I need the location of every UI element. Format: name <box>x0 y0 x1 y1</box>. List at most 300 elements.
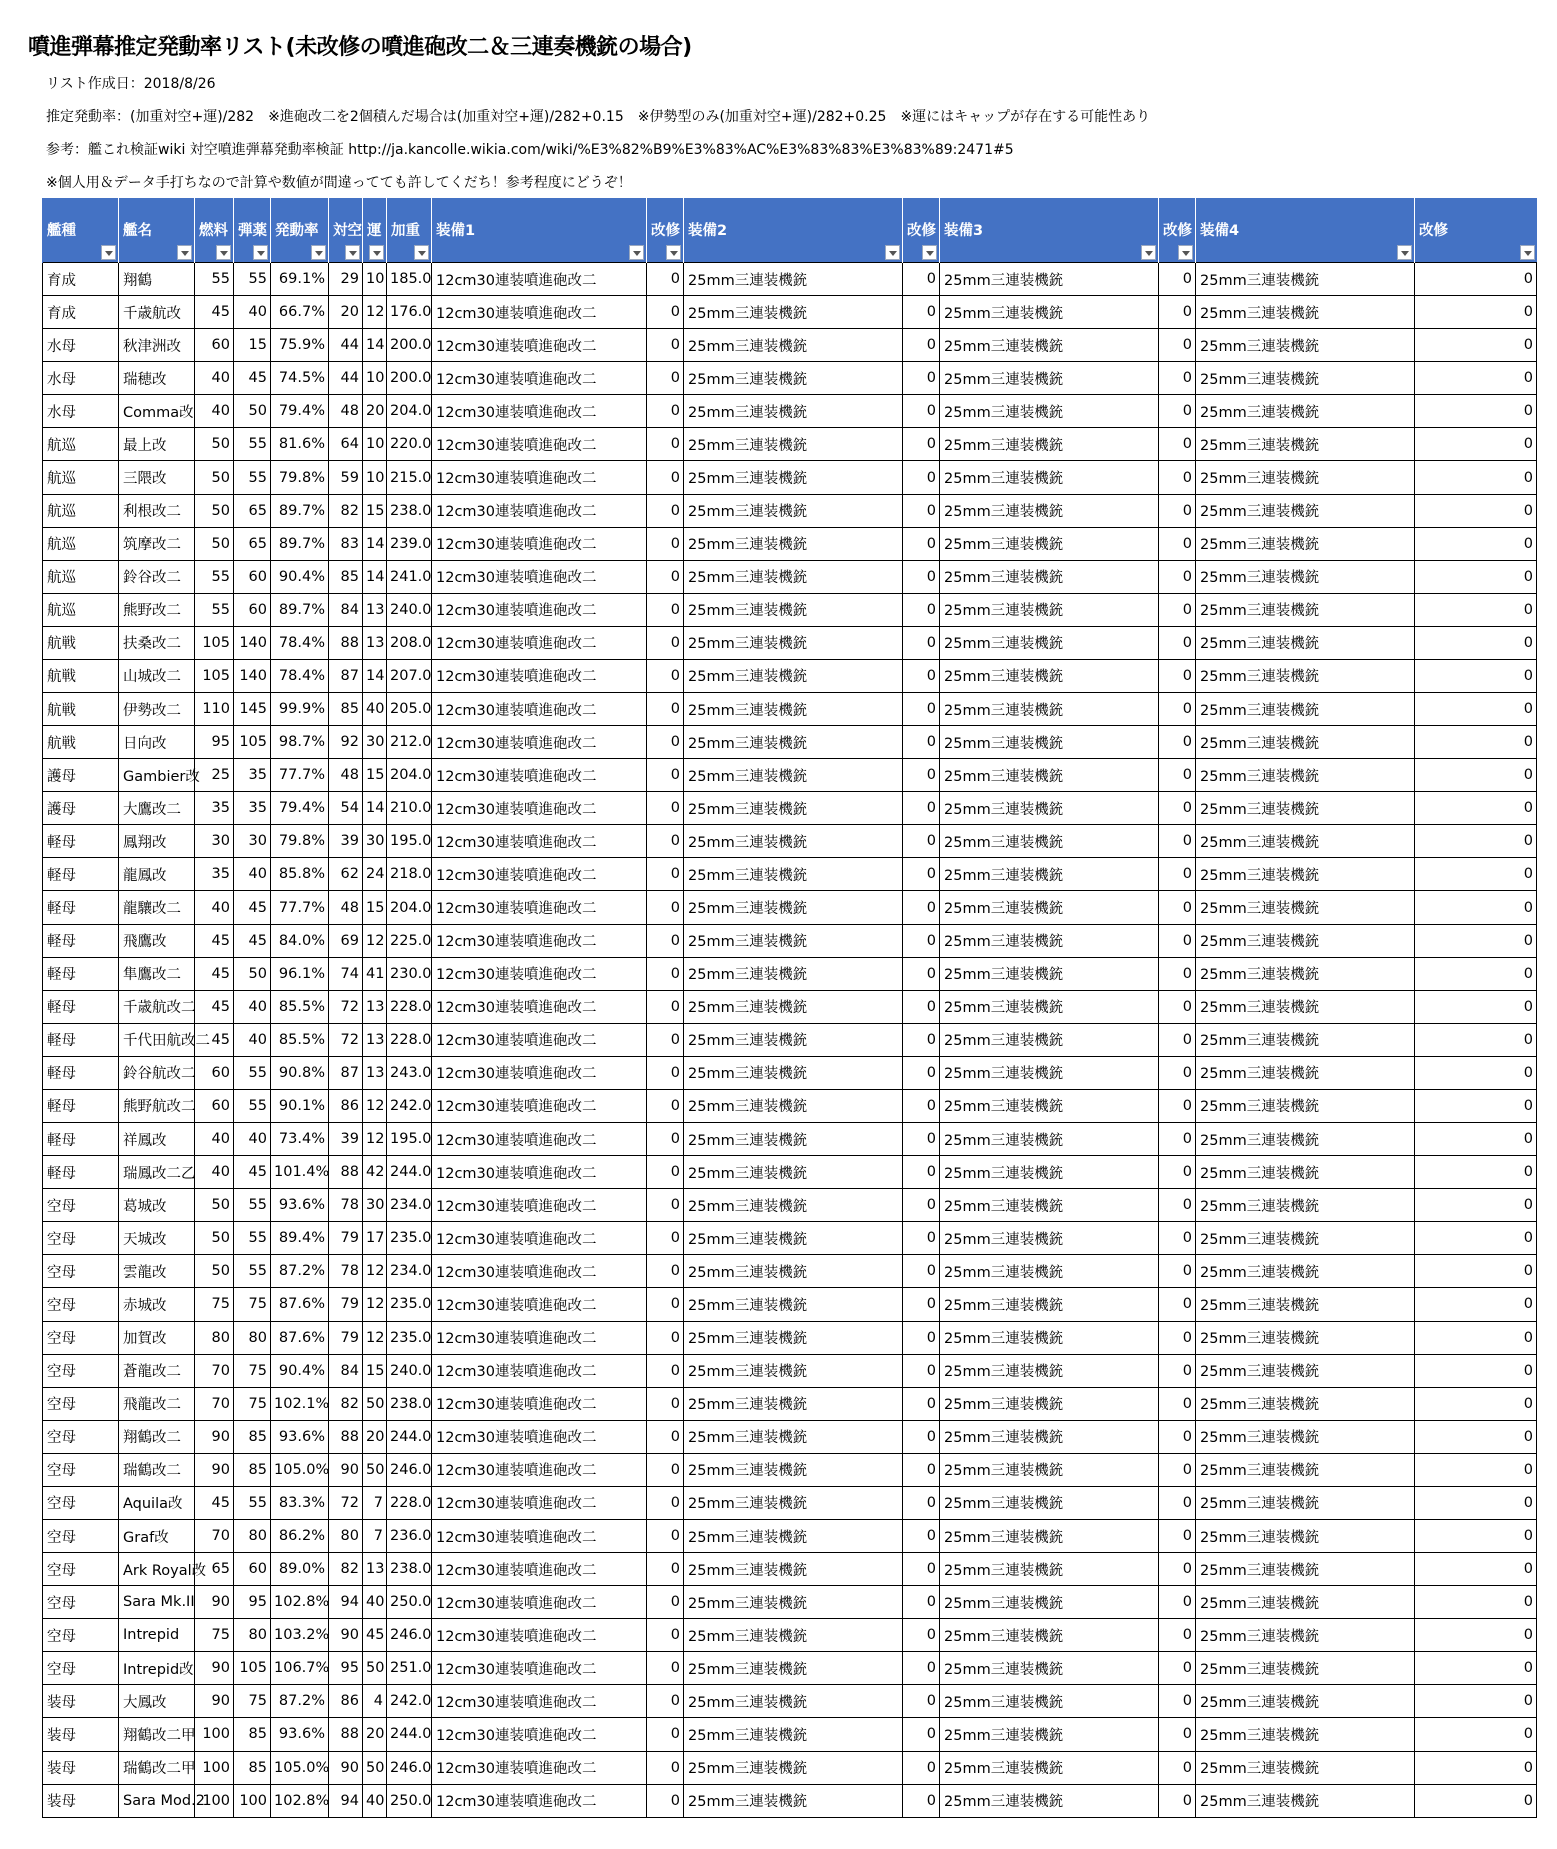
table-cell[interactable]: 瑞鳳改二乙 <box>119 1156 195 1189</box>
table-cell[interactable]: 護母 <box>43 759 119 792</box>
table-cell[interactable]: 12cm30連装噴進砲改二 <box>432 461 647 494</box>
table-cell[interactable]: 0 <box>1415 1519 1537 1552</box>
table-cell[interactable]: 84.0% <box>271 924 329 957</box>
table-cell[interactable]: 69 <box>329 924 363 957</box>
table-cell[interactable]: 195.0 <box>387 1123 432 1156</box>
table-cell[interactable]: 25mm三連装機銃 <box>1196 626 1415 659</box>
table-cell[interactable]: 40 <box>195 362 234 395</box>
table-cell[interactable]: Gambier改 <box>119 759 195 792</box>
table-cell[interactable]: 15 <box>363 494 387 527</box>
table-cell[interactable]: 0 <box>1415 1420 1537 1453</box>
table-cell[interactable]: 12cm30連装噴進砲改二 <box>432 891 647 924</box>
table-cell[interactable]: 0 <box>903 461 940 494</box>
table-cell[interactable]: 239.0 <box>387 527 432 560</box>
filter-dropdown-icon[interactable] <box>345 245 360 260</box>
table-cell[interactable]: 25mm三連装機銃 <box>1196 428 1415 461</box>
column-header-15[interactable] <box>1415 198 1537 263</box>
table-cell[interactable]: 軽母 <box>43 891 119 924</box>
column-header-10[interactable] <box>684 198 903 263</box>
table-cell[interactable]: 75 <box>234 1685 271 1718</box>
table-cell[interactable]: 90 <box>329 1751 363 1784</box>
table-cell[interactable]: 195.0 <box>387 825 432 858</box>
table-cell[interactable]: 12cm30連装噴進砲改二 <box>432 593 647 626</box>
table-cell[interactable]: 25mm三連装機銃 <box>684 1288 903 1321</box>
table-cell[interactable]: 0 <box>647 428 684 461</box>
table-cell[interactable]: 三隈改 <box>119 461 195 494</box>
table-cell[interactable]: 0 <box>1415 759 1537 792</box>
table-cell[interactable]: 80 <box>234 1619 271 1652</box>
table-cell[interactable]: 25mm三連装機銃 <box>1196 1222 1415 1255</box>
table-cell[interactable]: 20 <box>329 296 363 329</box>
table-cell[interactable]: 0 <box>1415 593 1537 626</box>
table-cell[interactable]: 25mm三連装機銃 <box>684 428 903 461</box>
table-cell[interactable]: 0 <box>647 1519 684 1552</box>
table-cell[interactable]: 12cm30連装噴進砲改二 <box>432 1387 647 1420</box>
table-cell[interactable]: 79.4% <box>271 395 329 428</box>
table-cell[interactable]: 25mm三連装機銃 <box>1196 1486 1415 1519</box>
table-cell[interactable]: 0 <box>1415 560 1537 593</box>
table-cell[interactable]: 25mm三連装機銃 <box>1196 296 1415 329</box>
table-cell[interactable]: 0 <box>647 1619 684 1652</box>
table-cell[interactable]: 101.4% <box>271 1156 329 1189</box>
table-cell[interactable]: 80 <box>234 1321 271 1354</box>
table-cell[interactable]: 85.8% <box>271 858 329 891</box>
table-cell[interactable]: 90 <box>195 1685 234 1718</box>
table-cell[interactable]: 89.7% <box>271 494 329 527</box>
table-cell[interactable]: 110 <box>195 693 234 726</box>
table-cell[interactable]: 90 <box>329 1453 363 1486</box>
table-cell[interactable]: 0 <box>903 494 940 527</box>
table-cell[interactable]: 25mm三連装機銃 <box>940 1553 1159 1586</box>
table-cell[interactable]: 0 <box>1159 593 1196 626</box>
table-cell[interactable]: 0 <box>1415 1089 1537 1122</box>
table-cell[interactable]: 伊勢改二 <box>119 693 195 726</box>
table-cell[interactable]: 25mm三連装機銃 <box>1196 1652 1415 1685</box>
table-cell[interactable]: 25mm三連装機銃 <box>684 593 903 626</box>
table-cell[interactable]: 25mm三連装機銃 <box>940 593 1159 626</box>
table-cell[interactable]: 龍鳳改 <box>119 858 195 891</box>
table-cell[interactable]: 25mm三連装機銃 <box>940 825 1159 858</box>
table-cell[interactable]: 12cm30連装噴進砲改二 <box>432 1652 647 1685</box>
table-cell[interactable]: 99.9% <box>271 693 329 726</box>
table-cell[interactable]: 0 <box>647 792 684 825</box>
table-cell[interactable]: 42 <box>363 1156 387 1189</box>
table-cell[interactable]: 0 <box>1159 1685 1196 1718</box>
table-cell[interactable]: 0 <box>647 1321 684 1354</box>
table-cell[interactable]: 105 <box>234 726 271 759</box>
table-cell[interactable]: 95 <box>234 1586 271 1619</box>
table-cell[interactable]: 0 <box>903 1586 940 1619</box>
table-cell[interactable]: 天城改 <box>119 1222 195 1255</box>
table-cell[interactable]: 0 <box>1415 1189 1537 1222</box>
table-cell[interactable]: 87.6% <box>271 1321 329 1354</box>
table-cell[interactable]: 0 <box>647 1056 684 1089</box>
table-cell[interactable]: 35 <box>234 792 271 825</box>
table-cell[interactable]: 55 <box>195 560 234 593</box>
table-cell[interactable]: 0 <box>903 726 940 759</box>
table-cell[interactable]: 93.6% <box>271 1420 329 1453</box>
table-cell[interactable]: 60 <box>234 1553 271 1586</box>
table-cell[interactable]: 55 <box>234 428 271 461</box>
table-cell[interactable]: 0 <box>1415 1255 1537 1288</box>
table-cell[interactable]: 瑞鶴改二甲 <box>119 1751 195 1784</box>
table-cell[interactable]: 25mm三連装機銃 <box>940 395 1159 428</box>
table-cell[interactable]: 25mm三連装機銃 <box>684 1718 903 1751</box>
table-cell[interactable]: 0 <box>647 461 684 494</box>
table-cell[interactable]: 12cm30連装噴進砲改二 <box>432 693 647 726</box>
table-cell[interactable]: 40 <box>234 1023 271 1056</box>
table-cell[interactable]: 0 <box>1159 263 1196 296</box>
table-cell[interactable]: 軽母 <box>43 1056 119 1089</box>
table-cell[interactable]: 41 <box>363 957 387 990</box>
table-cell[interactable]: 84 <box>329 1354 363 1387</box>
table-cell[interactable]: 0 <box>647 659 684 692</box>
table-cell[interactable]: 鈴谷航改二 <box>119 1056 195 1089</box>
table-cell[interactable]: 25mm三連装機銃 <box>684 1321 903 1354</box>
table-cell[interactable]: 13 <box>363 593 387 626</box>
table-cell[interactable]: 25mm三連装機銃 <box>684 1255 903 1288</box>
table-cell[interactable]: 55 <box>234 263 271 296</box>
table-cell[interactable]: 0 <box>1159 1619 1196 1652</box>
table-cell[interactable]: 12cm30連装噴進砲改二 <box>432 1784 647 1817</box>
table-cell[interactable]: 244.0 <box>387 1420 432 1453</box>
table-cell[interactable]: 85.5% <box>271 1023 329 1056</box>
table-cell[interactable]: 瑞鶴改二 <box>119 1453 195 1486</box>
table-cell[interactable]: 0 <box>647 1123 684 1156</box>
table-cell[interactable]: 0 <box>647 1288 684 1321</box>
table-cell[interactable]: 75 <box>195 1619 234 1652</box>
table-cell[interactable]: 0 <box>903 395 940 428</box>
table-cell[interactable]: 176.0 <box>387 296 432 329</box>
table-cell[interactable]: 12cm30連装噴進砲改二 <box>432 1586 647 1619</box>
table-cell[interactable]: 0 <box>1415 494 1537 527</box>
table-cell[interactable]: 241.0 <box>387 560 432 593</box>
table-cell[interactable]: 0 <box>1159 1156 1196 1189</box>
table-cell[interactable]: 45 <box>234 924 271 957</box>
filter-dropdown-icon[interactable] <box>101 245 116 260</box>
table-cell[interactable]: 25mm三連装機銃 <box>684 1189 903 1222</box>
table-cell[interactable]: 空母 <box>43 1189 119 1222</box>
table-cell[interactable]: 空母 <box>43 1652 119 1685</box>
table-cell[interactable]: Intrepid改 <box>119 1652 195 1685</box>
table-cell[interactable]: 0 <box>1159 1321 1196 1354</box>
table-cell[interactable]: 244.0 <box>387 1718 432 1751</box>
table-cell[interactable]: 25mm三連装機銃 <box>940 494 1159 527</box>
table-cell[interactable]: 50 <box>195 1189 234 1222</box>
table-cell[interactable]: 12cm30連装噴進砲改二 <box>432 858 647 891</box>
table-cell[interactable]: 235.0 <box>387 1222 432 1255</box>
table-cell[interactable]: 装母 <box>43 1718 119 1751</box>
table-cell[interactable]: 軽母 <box>43 1023 119 1056</box>
filter-dropdown-icon[interactable] <box>922 245 937 260</box>
table-cell[interactable]: 235.0 <box>387 1288 432 1321</box>
table-cell[interactable]: 242.0 <box>387 1685 432 1718</box>
table-cell[interactable]: 100 <box>195 1718 234 1751</box>
table-cell[interactable]: 0 <box>903 1189 940 1222</box>
table-cell[interactable]: 熊野航改二 <box>119 1089 195 1122</box>
table-cell[interactable]: 88 <box>329 1718 363 1751</box>
table-cell[interactable]: 25mm三連装機銃 <box>1196 891 1415 924</box>
table-cell[interactable]: 250.0 <box>387 1784 432 1817</box>
table-cell[interactable]: 0 <box>1415 1718 1537 1751</box>
table-cell[interactable]: 0 <box>647 296 684 329</box>
table-cell[interactable]: 25mm三連装機銃 <box>684 1784 903 1817</box>
table-cell[interactable]: 228.0 <box>387 990 432 1023</box>
table-cell[interactable]: 空母 <box>43 1519 119 1552</box>
table-cell[interactable]: 0 <box>647 858 684 891</box>
table-cell[interactable]: 0 <box>1159 1056 1196 1089</box>
table-cell[interactable]: 25mm三連装機銃 <box>1196 726 1415 759</box>
table-cell[interactable]: 0 <box>647 1156 684 1189</box>
table-cell[interactable]: 25mm三連装機銃 <box>684 1586 903 1619</box>
table-cell[interactable]: 0 <box>647 825 684 858</box>
table-cell[interactable]: 39 <box>329 825 363 858</box>
table-cell[interactable]: 207.0 <box>387 659 432 692</box>
table-cell[interactable]: 0 <box>1415 1288 1537 1321</box>
table-cell[interactable]: 86 <box>329 1089 363 1122</box>
table-cell[interactable]: 0 <box>903 1056 940 1089</box>
table-cell[interactable]: 0 <box>1415 1354 1537 1387</box>
table-cell[interactable]: 25mm三連装機銃 <box>1196 1089 1415 1122</box>
table-cell[interactable]: 35 <box>234 759 271 792</box>
table-cell[interactable]: 0 <box>1159 1222 1196 1255</box>
table-cell[interactable]: 25mm三連装機銃 <box>1196 1189 1415 1222</box>
table-cell[interactable]: 60 <box>234 593 271 626</box>
table-cell[interactable]: 100 <box>195 1751 234 1784</box>
table-cell[interactable]: 0 <box>647 891 684 924</box>
table-cell[interactable]: 0 <box>903 1387 940 1420</box>
table-cell[interactable]: 航巡 <box>43 461 119 494</box>
table-cell[interactable]: 0 <box>903 1519 940 1552</box>
table-cell[interactable]: 0 <box>1159 494 1196 527</box>
table-cell[interactable]: 90 <box>195 1586 234 1619</box>
table-cell[interactable]: 25mm三連装機銃 <box>940 1354 1159 1387</box>
table-cell[interactable]: 44 <box>329 362 363 395</box>
table-cell[interactable]: 25mm三連装機銃 <box>940 1123 1159 1156</box>
table-cell[interactable]: 25mm三連装機銃 <box>1196 1156 1415 1189</box>
table-cell[interactable]: 95 <box>195 726 234 759</box>
table-cell[interactable]: 0 <box>903 1718 940 1751</box>
table-cell[interactable]: 50 <box>363 1453 387 1486</box>
table-cell[interactable]: 12cm30連装噴進砲改二 <box>432 296 647 329</box>
table-cell[interactable]: 85 <box>234 1718 271 1751</box>
table-cell[interactable]: 0 <box>903 1553 940 1586</box>
table-cell[interactable]: 85.5% <box>271 990 329 1023</box>
table-cell[interactable]: 0 <box>1415 990 1537 1023</box>
table-cell[interactable]: 140 <box>234 626 271 659</box>
table-cell[interactable]: 0 <box>903 792 940 825</box>
table-cell[interactable]: 0 <box>1159 1420 1196 1453</box>
table-cell[interactable]: 14 <box>363 560 387 593</box>
table-cell[interactable]: 88 <box>329 1420 363 1453</box>
table-cell[interactable]: 0 <box>1159 1354 1196 1387</box>
table-cell[interactable]: 0 <box>647 1486 684 1519</box>
table-cell[interactable]: 25mm三連装機銃 <box>1196 1519 1415 1552</box>
table-cell[interactable]: 空母 <box>43 1553 119 1586</box>
table-cell[interactable]: 12cm30連装噴進砲改二 <box>432 1354 647 1387</box>
table-cell[interactable]: 55 <box>234 1222 271 1255</box>
table-cell[interactable]: 0 <box>1159 1751 1196 1784</box>
table-cell[interactable]: 0 <box>1415 428 1537 461</box>
table-cell[interactable]: 12 <box>363 924 387 957</box>
table-cell[interactable]: 25mm三連装機銃 <box>684 891 903 924</box>
table-cell[interactable]: 204.0 <box>387 759 432 792</box>
table-cell[interactable]: 90.8% <box>271 1056 329 1089</box>
table-cell[interactable]: 80 <box>195 1321 234 1354</box>
table-cell[interactable]: 0 <box>903 527 940 560</box>
table-cell[interactable]: 0 <box>903 560 940 593</box>
table-cell[interactable]: 航戦 <box>43 726 119 759</box>
table-cell[interactable]: 25mm三連装機銃 <box>1196 1619 1415 1652</box>
table-cell[interactable]: 98.7% <box>271 726 329 759</box>
table-cell[interactable]: 12 <box>363 1123 387 1156</box>
table-cell[interactable]: 238.0 <box>387 1387 432 1420</box>
table-cell[interactable]: 88 <box>329 626 363 659</box>
table-cell[interactable]: 12cm30連装噴進砲改二 <box>432 1420 647 1453</box>
table-cell[interactable]: 25mm三連装機銃 <box>1196 263 1415 296</box>
table-cell[interactable]: 14 <box>363 659 387 692</box>
table-cell[interactable]: 10 <box>363 461 387 494</box>
table-cell[interactable]: 12cm30連装噴進砲改二 <box>432 395 647 428</box>
table-cell[interactable]: 航戦 <box>43 693 119 726</box>
table-cell[interactable]: 25mm三連装機銃 <box>1196 362 1415 395</box>
table-cell[interactable]: 0 <box>1159 461 1196 494</box>
table-cell[interactable]: 0 <box>903 428 940 461</box>
table-cell[interactable]: 0 <box>1159 296 1196 329</box>
table-cell[interactable]: 89.7% <box>271 527 329 560</box>
column-header-4[interactable] <box>271 198 329 263</box>
table-cell[interactable]: 空母 <box>43 1486 119 1519</box>
table-cell[interactable]: Graf改 <box>119 1519 195 1552</box>
table-cell[interactable]: 日向改 <box>119 726 195 759</box>
table-cell[interactable]: 0 <box>903 1023 940 1056</box>
table-cell[interactable]: 94 <box>329 1784 363 1817</box>
table-cell[interactable]: 0 <box>1415 726 1537 759</box>
table-cell[interactable]: 25mm三連装機銃 <box>940 990 1159 1023</box>
table-cell[interactable]: 73.4% <box>271 1123 329 1156</box>
table-cell[interactable]: 0 <box>1159 1486 1196 1519</box>
table-cell[interactable]: 185.0 <box>387 263 432 296</box>
table-cell[interactable]: 25mm三連装機銃 <box>684 626 903 659</box>
table-cell[interactable]: 100 <box>234 1784 271 1817</box>
table-cell[interactable]: 25mm三連装機銃 <box>940 1255 1159 1288</box>
table-cell[interactable]: 45 <box>195 1023 234 1056</box>
table-cell[interactable]: 230.0 <box>387 957 432 990</box>
table-cell[interactable]: 0 <box>1159 726 1196 759</box>
table-cell[interactable]: 13 <box>363 1056 387 1089</box>
table-cell[interactable]: 25mm三連装機銃 <box>1196 1123 1415 1156</box>
table-cell[interactable]: 25mm三連装機銃 <box>684 1023 903 1056</box>
table-cell[interactable]: 0 <box>647 924 684 957</box>
table-cell[interactable]: 89.7% <box>271 593 329 626</box>
table-cell[interactable]: 25mm三連装機銃 <box>940 1453 1159 1486</box>
table-cell[interactable]: 25mm三連装機銃 <box>1196 527 1415 560</box>
table-cell[interactable]: 25mm三連装機銃 <box>1196 1387 1415 1420</box>
table-cell[interactable]: 軽母 <box>43 1089 119 1122</box>
table-cell[interactable]: 55 <box>234 1255 271 1288</box>
table-cell[interactable]: 106.7% <box>271 1652 329 1685</box>
table-cell[interactable]: 25mm三連装機銃 <box>1196 1586 1415 1619</box>
column-header-8[interactable] <box>432 198 647 263</box>
table-cell[interactable]: 210.0 <box>387 792 432 825</box>
table-cell[interactable]: 0 <box>647 1189 684 1222</box>
table-cell[interactable]: 25mm三連装機銃 <box>940 891 1159 924</box>
table-cell[interactable]: 0 <box>1415 1023 1537 1056</box>
table-cell[interactable]: 225.0 <box>387 924 432 957</box>
table-cell[interactable]: 50 <box>195 494 234 527</box>
table-cell[interactable]: 0 <box>1159 924 1196 957</box>
table-cell[interactable]: Comma改 <box>119 395 195 428</box>
table-cell[interactable]: 50 <box>363 1751 387 1784</box>
table-cell[interactable]: 25mm三連装機銃 <box>940 329 1159 362</box>
table-cell[interactable]: 25mm三連装機銃 <box>1196 1685 1415 1718</box>
table-cell[interactable]: 54 <box>329 792 363 825</box>
table-cell[interactable]: 25mm三連装機銃 <box>1196 1751 1415 1784</box>
table-cell[interactable]: 0 <box>903 1255 940 1288</box>
table-cell[interactable]: 40 <box>234 990 271 1023</box>
filter-dropdown-icon[interactable] <box>885 245 900 260</box>
table-cell[interactable]: 79.8% <box>271 461 329 494</box>
table-cell[interactable]: 25mm三連装機銃 <box>684 1685 903 1718</box>
table-cell[interactable]: 0 <box>1415 1751 1537 1784</box>
table-cell[interactable]: 飛龍改二 <box>119 1387 195 1420</box>
table-cell[interactable]: 0 <box>1159 693 1196 726</box>
table-cell[interactable]: 0 <box>903 1685 940 1718</box>
table-cell[interactable]: 90.4% <box>271 1354 329 1387</box>
table-cell[interactable]: 251.0 <box>387 1652 432 1685</box>
table-cell[interactable]: 75 <box>234 1354 271 1387</box>
table-cell[interactable]: 0 <box>1159 1453 1196 1486</box>
table-cell[interactable]: 25mm三連装機銃 <box>940 726 1159 759</box>
table-cell[interactable]: 90 <box>195 1420 234 1453</box>
table-cell[interactable]: 25mm三連装機銃 <box>940 1222 1159 1255</box>
table-cell[interactable]: 50 <box>195 1255 234 1288</box>
table-cell[interactable]: 0 <box>1159 1023 1196 1056</box>
table-cell[interactable]: 0 <box>903 659 940 692</box>
table-cell[interactable]: 48 <box>329 395 363 428</box>
table-cell[interactable]: 0 <box>1415 1453 1537 1486</box>
table-cell[interactable]: 74 <box>329 957 363 990</box>
table-cell[interactable]: 79.8% <box>271 825 329 858</box>
table-cell[interactable]: 0 <box>1159 1652 1196 1685</box>
table-cell[interactable]: 0 <box>647 1255 684 1288</box>
table-cell[interactable]: 50 <box>363 1652 387 1685</box>
table-cell[interactable]: 0 <box>903 362 940 395</box>
table-cell[interactable]: 79 <box>329 1288 363 1321</box>
table-cell[interactable]: 25mm三連装機銃 <box>1196 1354 1415 1387</box>
table-cell[interactable]: 234.0 <box>387 1189 432 1222</box>
table-cell[interactable]: 12cm30連装噴進砲改二 <box>432 362 647 395</box>
table-cell[interactable]: 鈴谷改二 <box>119 560 195 593</box>
table-cell[interactable]: 228.0 <box>387 1023 432 1056</box>
table-cell[interactable]: 25mm三連装機銃 <box>940 1288 1159 1321</box>
table-cell[interactable]: 0 <box>647 1023 684 1056</box>
table-cell[interactable]: 89.0% <box>271 1553 329 1586</box>
table-cell[interactable]: 25mm三連装機銃 <box>1196 1023 1415 1056</box>
table-cell[interactable]: 0 <box>1415 1784 1537 1817</box>
table-cell[interactable]: 85 <box>329 560 363 593</box>
table-cell[interactable]: 12cm30連装噴進砲改二 <box>432 759 647 792</box>
table-cell[interactable]: 0 <box>1159 362 1196 395</box>
table-cell[interactable]: 212.0 <box>387 726 432 759</box>
table-cell[interactable]: 0 <box>1415 461 1537 494</box>
table-cell[interactable]: 25mm三連装機銃 <box>1196 1420 1415 1453</box>
table-cell[interactable]: 90 <box>195 1652 234 1685</box>
table-cell[interactable]: 80 <box>234 1519 271 1552</box>
table-cell[interactable]: 25mm三連装機銃 <box>684 1089 903 1122</box>
table-cell[interactable]: 25mm三連装機銃 <box>940 263 1159 296</box>
table-cell[interactable]: 筑摩改二 <box>119 527 195 560</box>
